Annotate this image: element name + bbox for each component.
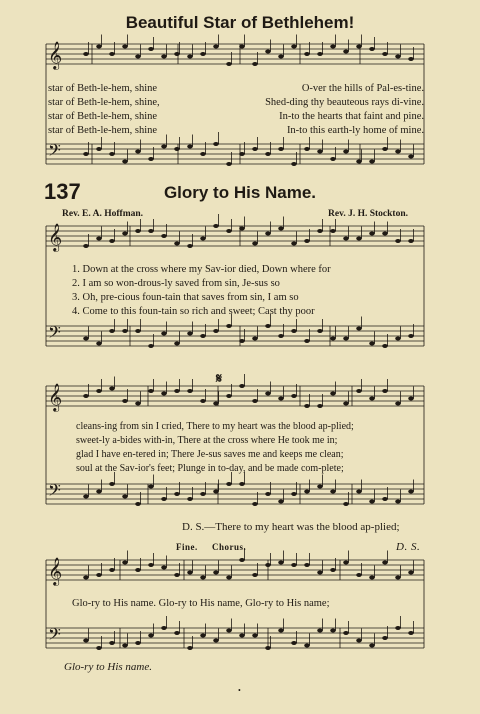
note-head — [135, 502, 141, 506]
note-head — [148, 634, 154, 638]
verse-line — [72, 262, 408, 276]
lyric-text: 1. Down at the cross where my Sav-ior died, Down where for — [72, 264, 331, 275]
note-head — [174, 242, 180, 246]
note-head — [382, 52, 388, 56]
note-head — [278, 55, 284, 59]
note-head — [200, 399, 206, 403]
note-head — [317, 52, 323, 56]
note-head — [174, 573, 180, 577]
note-head — [291, 242, 297, 246]
note-head — [109, 641, 115, 645]
note-head — [304, 490, 310, 494]
note-head — [304, 404, 310, 408]
note-head — [200, 576, 206, 580]
note-head — [408, 397, 414, 401]
chorus-line — [72, 596, 372, 610]
note-head — [278, 500, 284, 504]
note-head — [135, 568, 141, 572]
note-head — [174, 389, 180, 393]
note-head — [161, 234, 167, 238]
note-head — [83, 394, 89, 398]
note-head — [395, 626, 401, 630]
note-head — [187, 55, 193, 59]
note-head — [213, 142, 219, 146]
note-head — [174, 631, 180, 635]
note-head — [213, 329, 219, 333]
note-head — [395, 55, 401, 59]
note-head — [96, 490, 102, 494]
note-head — [278, 227, 284, 231]
note-head — [343, 561, 349, 565]
lyric-text: sweet-ly a-bides with-in, There at the cross where He took me in; — [76, 435, 338, 446]
chorus-tail-lyric: Glo-ry to His name. — [64, 661, 152, 673]
verse-line — [76, 461, 422, 475]
note-head — [356, 573, 362, 577]
note-head — [148, 389, 154, 393]
note-head — [161, 497, 167, 501]
note-head — [226, 576, 232, 580]
note-head — [278, 397, 284, 401]
note-head — [343, 502, 349, 506]
lyric-text: cleans-ing from sin I cried, There to my heart was the blood ap-plied; — [76, 421, 354, 432]
note-head — [278, 629, 284, 633]
note-head — [330, 157, 336, 161]
verse-line — [72, 276, 408, 290]
note-head — [226, 394, 232, 398]
note-head — [330, 337, 336, 341]
note-head — [109, 152, 115, 156]
note-head — [382, 497, 388, 501]
note-head — [395, 576, 401, 580]
bass-clef-icon: 𝄢 — [48, 140, 61, 164]
note-head — [408, 334, 414, 338]
note-head — [278, 147, 284, 151]
note-head — [356, 639, 362, 643]
note-head — [200, 334, 206, 338]
note-head — [317, 629, 323, 633]
note-head — [304, 147, 310, 151]
note-head — [239, 384, 245, 388]
note-head — [148, 485, 154, 489]
note-head — [356, 327, 362, 331]
note-head — [330, 568, 336, 572]
verses-system-1 — [72, 262, 408, 318]
note-head — [291, 563, 297, 567]
note-head — [304, 239, 310, 243]
note-head — [252, 62, 258, 66]
note-head — [239, 152, 245, 156]
note-head — [343, 402, 349, 406]
note-head — [148, 47, 154, 51]
note-head — [226, 62, 232, 66]
note-head — [200, 52, 206, 56]
note-head — [291, 162, 297, 166]
note-head — [174, 147, 180, 151]
note-head — [265, 392, 271, 396]
note-head — [265, 152, 271, 156]
note-head — [343, 631, 349, 635]
segno-sign: 𝄋 — [216, 372, 223, 387]
note-head — [382, 561, 388, 565]
note-head — [317, 229, 323, 233]
note-head — [382, 232, 388, 236]
note-head — [356, 160, 362, 164]
note-head — [122, 45, 128, 49]
note-head — [408, 490, 414, 494]
lyric-text: In-to the hearts that faint and pine. — [279, 111, 424, 122]
hymn-title-top: Beautiful Star of Bethlehem! — [125, 13, 355, 32]
verse-line — [76, 419, 422, 433]
note-head — [96, 573, 102, 577]
note-head — [265, 492, 271, 496]
note-head — [109, 329, 115, 333]
note-head — [265, 232, 271, 236]
note-head — [96, 237, 102, 241]
note-head — [83, 576, 89, 580]
note-head — [278, 334, 284, 338]
note-head — [135, 150, 141, 154]
verse-line — [72, 290, 408, 304]
lyric-text: In-to this earth-ly home of mine. — [286, 125, 424, 136]
note-head — [213, 490, 219, 494]
note-head — [356, 389, 362, 393]
note-head — [395, 150, 401, 154]
verse-line — [48, 81, 424, 95]
note-head — [291, 492, 297, 496]
words-credit: Rev. E. A. Hoffman. — [62, 209, 144, 219]
note-head — [187, 244, 193, 248]
verse-line — [48, 109, 424, 123]
note-head — [265, 563, 271, 567]
note-head — [343, 150, 349, 154]
note-head — [213, 639, 219, 643]
lyric-text: 3. Oh, pre-cious foun-tain that saves from sin, I am so — [72, 292, 299, 303]
note-head — [304, 644, 310, 648]
treble-clef-icon: 𝄞 — [48, 223, 63, 251]
note-head — [226, 229, 232, 233]
note-head — [174, 492, 180, 496]
note-head — [109, 387, 115, 391]
note-head — [252, 147, 258, 151]
note-head — [408, 239, 414, 243]
bass-clef-icon: 𝄢 — [48, 322, 61, 346]
note-head — [369, 232, 375, 236]
note-head — [330, 392, 336, 396]
note-head — [226, 162, 232, 166]
note-head — [174, 342, 180, 346]
verses-system-2 — [76, 419, 422, 475]
note-head — [187, 145, 193, 149]
note-head — [408, 57, 414, 61]
note-head — [226, 482, 232, 486]
note-head — [109, 239, 115, 243]
note-head — [96, 342, 102, 346]
note-head — [96, 147, 102, 151]
lyric-text: star of Beth-le-hem, shine, — [48, 97, 160, 108]
note-head — [278, 561, 284, 565]
verse-line — [48, 123, 424, 137]
top-verses — [48, 81, 424, 137]
hymn-title: Glory to His Name. — [163, 183, 317, 202]
note-head — [356, 237, 362, 241]
note-head — [122, 399, 128, 403]
note-head — [330, 229, 336, 233]
note-head — [239, 45, 245, 49]
note-head — [317, 485, 323, 489]
note-head — [369, 576, 375, 580]
note-head — [161, 626, 167, 630]
treble-clef-icon: 𝄞 — [48, 383, 63, 411]
da-segno-line: D. S.—There to my heart was the blood ap-plied; — [182, 521, 400, 533]
lyric-text: star of Beth-le-hem, shine — [48, 125, 158, 136]
note-head — [213, 571, 219, 575]
note-head — [343, 237, 349, 241]
note-head — [161, 55, 167, 59]
note-head — [187, 571, 193, 575]
note-head — [252, 573, 258, 577]
note-head — [395, 402, 401, 406]
note-head — [317, 329, 323, 333]
note-head — [408, 571, 414, 575]
note-head — [148, 344, 154, 348]
note-head — [96, 45, 102, 49]
lyric-text: 4. Come to this foun-tain so rich and sweet; Cast thy poor — [72, 306, 315, 317]
note-head — [161, 332, 167, 336]
note-head — [369, 644, 375, 648]
note-head — [83, 639, 89, 643]
note-head — [122, 232, 128, 236]
note-head — [330, 490, 336, 494]
note-head — [343, 337, 349, 341]
note-head — [187, 332, 193, 336]
note-head — [109, 568, 115, 572]
note-head — [122, 561, 128, 565]
note-head — [174, 52, 180, 56]
note-head — [343, 50, 349, 54]
bass-clef-icon: 𝄢 — [48, 624, 61, 648]
note-head — [408, 631, 414, 635]
note-head — [369, 160, 375, 164]
note-head — [265, 50, 271, 54]
note-head — [382, 389, 388, 393]
treble-clef-icon: 𝄞 — [48, 557, 63, 585]
note-head — [408, 155, 414, 159]
ds-marking: D. S. — [396, 541, 421, 553]
note-head — [83, 337, 89, 341]
note-head — [252, 634, 258, 638]
note-head — [161, 145, 167, 149]
note-head — [109, 482, 115, 486]
note-head — [304, 52, 310, 56]
note-head — [395, 500, 401, 504]
note-head — [109, 52, 115, 56]
note-head — [187, 389, 193, 393]
note-head — [304, 563, 310, 567]
note-head — [148, 229, 154, 233]
note-head — [291, 394, 297, 398]
note-head — [252, 337, 258, 341]
note-head — [135, 402, 141, 406]
note-head — [83, 52, 89, 56]
lyric-text: soul at the Sav-ior's feet; Plunge in to-day, and be made com-plete; — [76, 463, 344, 474]
lyric-text: 2. I am so won-drous-ly saved from sin, Je-sus so — [72, 278, 280, 289]
note-head — [252, 502, 258, 506]
note-head — [200, 492, 206, 496]
note-head — [135, 55, 141, 59]
chorus-lyrics — [72, 596, 372, 610]
note-head — [122, 644, 128, 648]
note-head — [239, 634, 245, 638]
note-head — [356, 490, 362, 494]
note-head — [317, 571, 323, 575]
note-head — [369, 397, 375, 401]
note-head — [265, 646, 271, 650]
lyric-text: O-ver the hills of Pal-es-tine. — [301, 83, 424, 94]
note-head — [83, 244, 89, 248]
verse-line — [76, 447, 422, 461]
note-head — [369, 47, 375, 51]
note-head — [291, 329, 297, 333]
note-head — [161, 566, 167, 570]
note-head — [200, 152, 206, 156]
note-head — [226, 324, 232, 328]
lyric-text: star of Beth-le-hem, shine — [48, 83, 158, 94]
note-head — [200, 237, 206, 241]
note-head — [317, 150, 323, 154]
note-head — [239, 339, 245, 343]
note-head — [330, 629, 336, 633]
verse-line — [48, 95, 424, 109]
lyric-text: glad I have en-tered in; There Je-sus saves me and keeps me clean; — [76, 449, 344, 460]
note-head — [187, 497, 193, 501]
note-head — [356, 45, 362, 49]
note-head — [252, 242, 258, 246]
music-credit: Rev. J. H. Stockton. — [328, 209, 408, 219]
note-head — [200, 634, 206, 638]
note-head — [213, 45, 219, 49]
note-head — [226, 629, 232, 633]
note-head — [135, 329, 141, 333]
note-head — [382, 636, 388, 640]
note-head — [382, 147, 388, 151]
note-head — [265, 324, 271, 328]
note-head — [239, 558, 245, 562]
note-head — [83, 152, 89, 156]
note-head — [304, 339, 310, 343]
note-head — [83, 495, 89, 499]
note-head — [135, 229, 141, 233]
note-head — [291, 641, 297, 645]
note-head — [317, 404, 323, 408]
verse-line — [72, 304, 408, 318]
note-head — [382, 344, 388, 348]
page-mark: • — [238, 686, 241, 695]
note-head — [122, 495, 128, 499]
note-head — [122, 329, 128, 333]
lyric-text: star of Beth-le-hem, shine — [48, 111, 158, 122]
note-head — [161, 392, 167, 396]
note-head — [369, 342, 375, 346]
note-head — [395, 239, 401, 243]
bass-clef-icon: 𝄢 — [48, 480, 61, 504]
note-head — [291, 45, 297, 49]
note-head — [148, 157, 154, 161]
note-head — [213, 224, 219, 228]
fine-marking: Fine. — [176, 542, 198, 552]
note-head — [135, 641, 141, 645]
note-head — [239, 227, 245, 231]
verse-line — [76, 433, 422, 447]
treble-clef-icon: 𝄞 — [48, 41, 63, 69]
note-head — [187, 646, 193, 650]
note-head — [252, 399, 258, 403]
lyric-text: Glo-ry to His name. Glo-ry to His name, Glo-ry to His name; — [72, 598, 330, 609]
note-head — [239, 482, 245, 486]
note-head — [330, 45, 336, 49]
note-head — [395, 337, 401, 341]
note-head — [122, 160, 128, 164]
note-head — [96, 389, 102, 393]
chorus-marking: Chorus. — [212, 542, 247, 552]
lyric-text: Shed-ding thy beauteous rays di-vine. — [265, 97, 424, 108]
hymn-number: 137 — [44, 179, 81, 204]
note-head — [96, 646, 102, 650]
note-head — [369, 500, 375, 504]
note-head — [213, 402, 219, 406]
note-head — [148, 563, 154, 567]
